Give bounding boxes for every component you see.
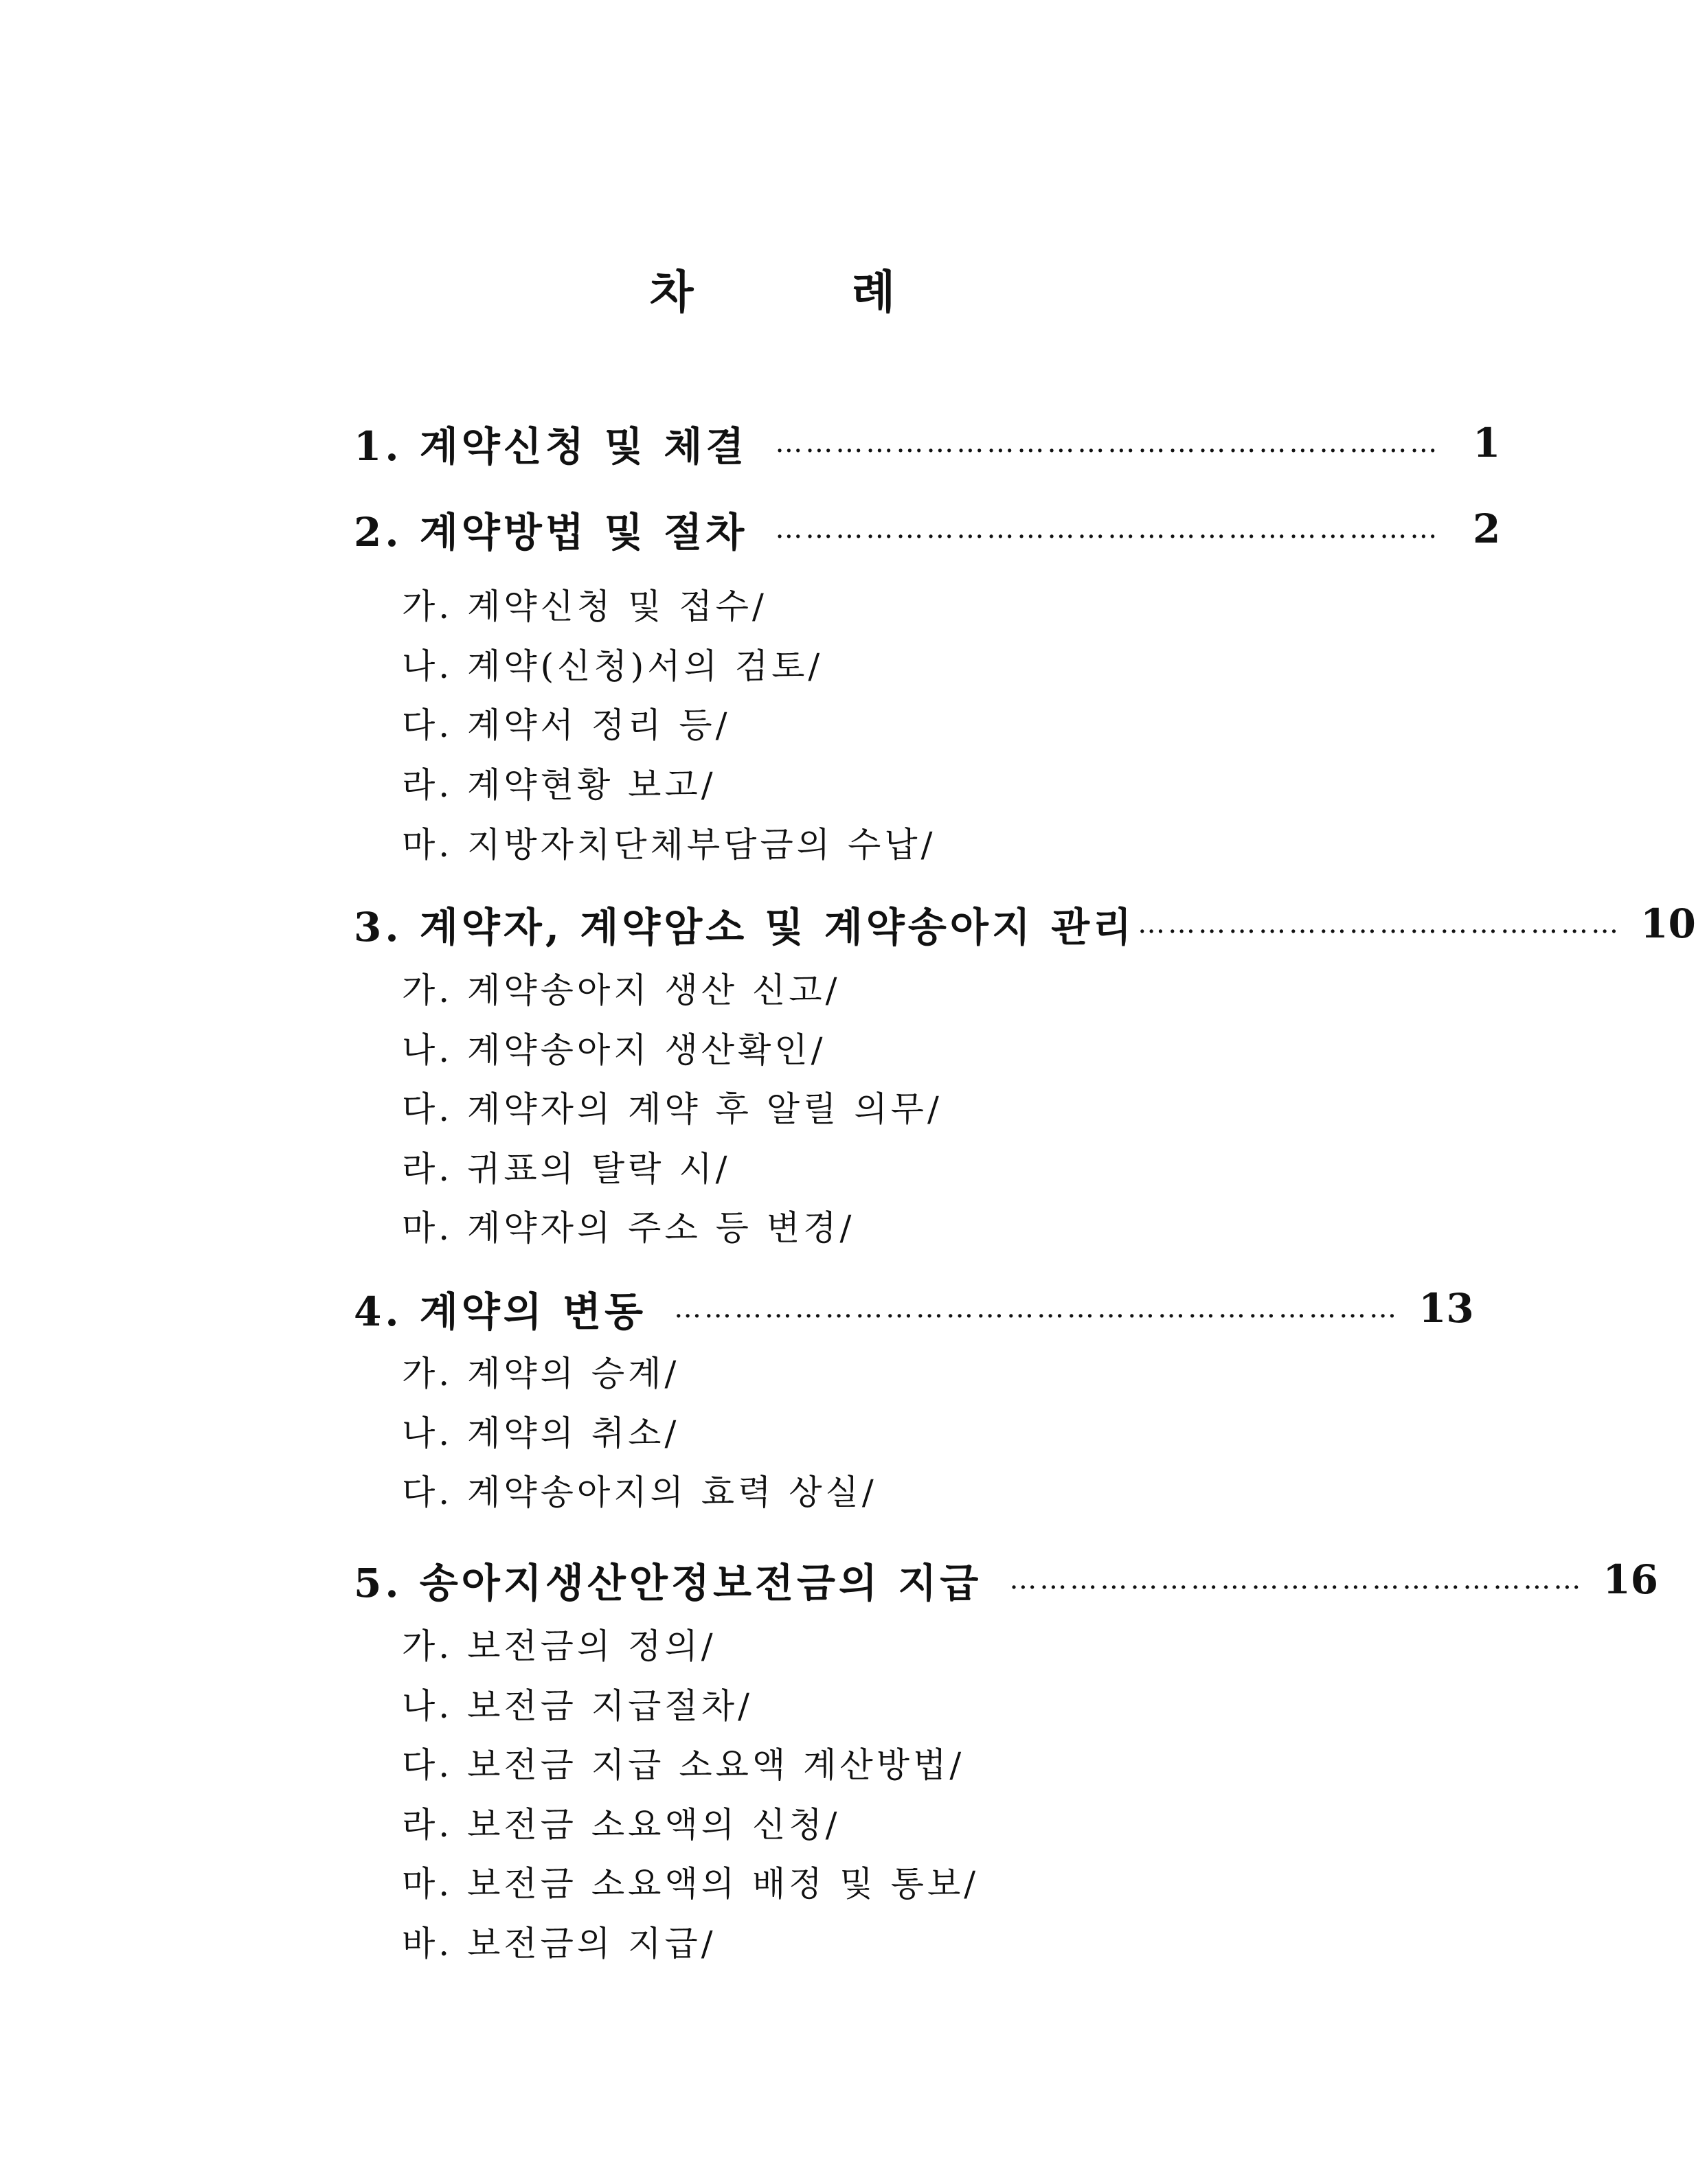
toc-heading-3[interactable] — [354, 893, 1696, 955]
toc-subitem[interactable]: 가. 보전금의 정의/ — [402, 1626, 716, 1666]
page-title-part-2: 례 — [851, 265, 896, 319]
toc-heading-5[interactable] — [354, 1549, 1659, 1611]
toc-subitem[interactable]: 라. 귀표의 탈락 시/ — [402, 1149, 731, 1189]
toc-page-number: 2 — [1472, 505, 1501, 552]
toc-subitem[interactable]: 나. 보전금 지급절차/ — [402, 1686, 753, 1726]
toc-subitem[interactable]: 바. 보전금의 지급/ — [402, 1924, 716, 1964]
toc-subitem[interactable]: 가. 계약송아지 생산 신고/ — [402, 970, 841, 1010]
toc-subitem[interactable]: 다. 계약자의 계약 후 알릴 의무/ — [402, 1089, 942, 1129]
toc-page-number: 16 — [1603, 1556, 1659, 1603]
toc-leader-dots: ………………………………………………………… — [775, 427, 1440, 459]
toc-subitem[interactable]: 가. 계약신청 및 접수/ — [402, 587, 767, 626]
toc-leader-dots: ………………………………………………… — [1009, 1564, 1584, 1595]
toc-subitem[interactable]: 라. 계약현황 보고/ — [402, 765, 716, 805]
toc-heading-2[interactable] — [354, 498, 1501, 560]
page-title-part-1: 차 — [649, 265, 694, 319]
toc-page-number: 1 — [1472, 420, 1501, 466]
toc-subitem[interactable]: 라. 보전금 소요액의 신청/ — [402, 1805, 841, 1845]
toc-heading-label: 5. 송아지생산안정보전금의 지급 — [354, 1560, 982, 1606]
toc-heading-label: 4. 계약의 변동 — [354, 1288, 647, 1335]
toc-subitem[interactable]: 다. 계약서 정리 등/ — [402, 705, 731, 745]
toc-heading-label: 1. 계약신청 및 체결 — [354, 423, 748, 470]
toc-subitem[interactable]: 마. 계약자의 주소 등 변경/ — [402, 1208, 855, 1248]
toc-leader-dots: ………………………………………………………… — [775, 513, 1440, 545]
toc-page-number: 10 — [1640, 900, 1696, 947]
toc-subitem[interactable]: 가. 계약의 승계/ — [402, 1354, 680, 1394]
toc-subitem[interactable]: 나. 계약의 취소/ — [402, 1413, 680, 1453]
toc-page-number: 13 — [1418, 1285, 1474, 1332]
toc-heading-4[interactable] — [354, 1277, 1474, 1339]
toc-leader-dots: ……………………………………………………………… — [674, 1293, 1400, 1324]
toc-heading-1[interactable] — [354, 412, 1501, 474]
toc-leader-dots: ………………………………………… — [1138, 908, 1622, 940]
toc-heading-label: 2. 계약방법 및 절차 — [354, 509, 748, 556]
toc-subitem[interactable]: 마. 보전금 소요액의 배정 및 통보/ — [402, 1864, 980, 1904]
toc-subitem[interactable]: 다. 계약송아지의 효력 상실/ — [402, 1472, 877, 1512]
toc-subitem[interactable]: 나. 계약송아지 생산확인/ — [402, 1030, 826, 1070]
toc-subitem[interactable]: 다. 보전금 지급 소요액 계산방법/ — [402, 1745, 965, 1785]
toc-subitem[interactable]: 마. 지방자치단체부담금의 수납/ — [402, 825, 936, 865]
toc-subitem[interactable]: 나. 계약(신청)서의 검토/ — [402, 646, 824, 686]
toc-heading-label: 3. 계약자, 계약암소 및 계약송아지 관리 — [354, 904, 1135, 951]
